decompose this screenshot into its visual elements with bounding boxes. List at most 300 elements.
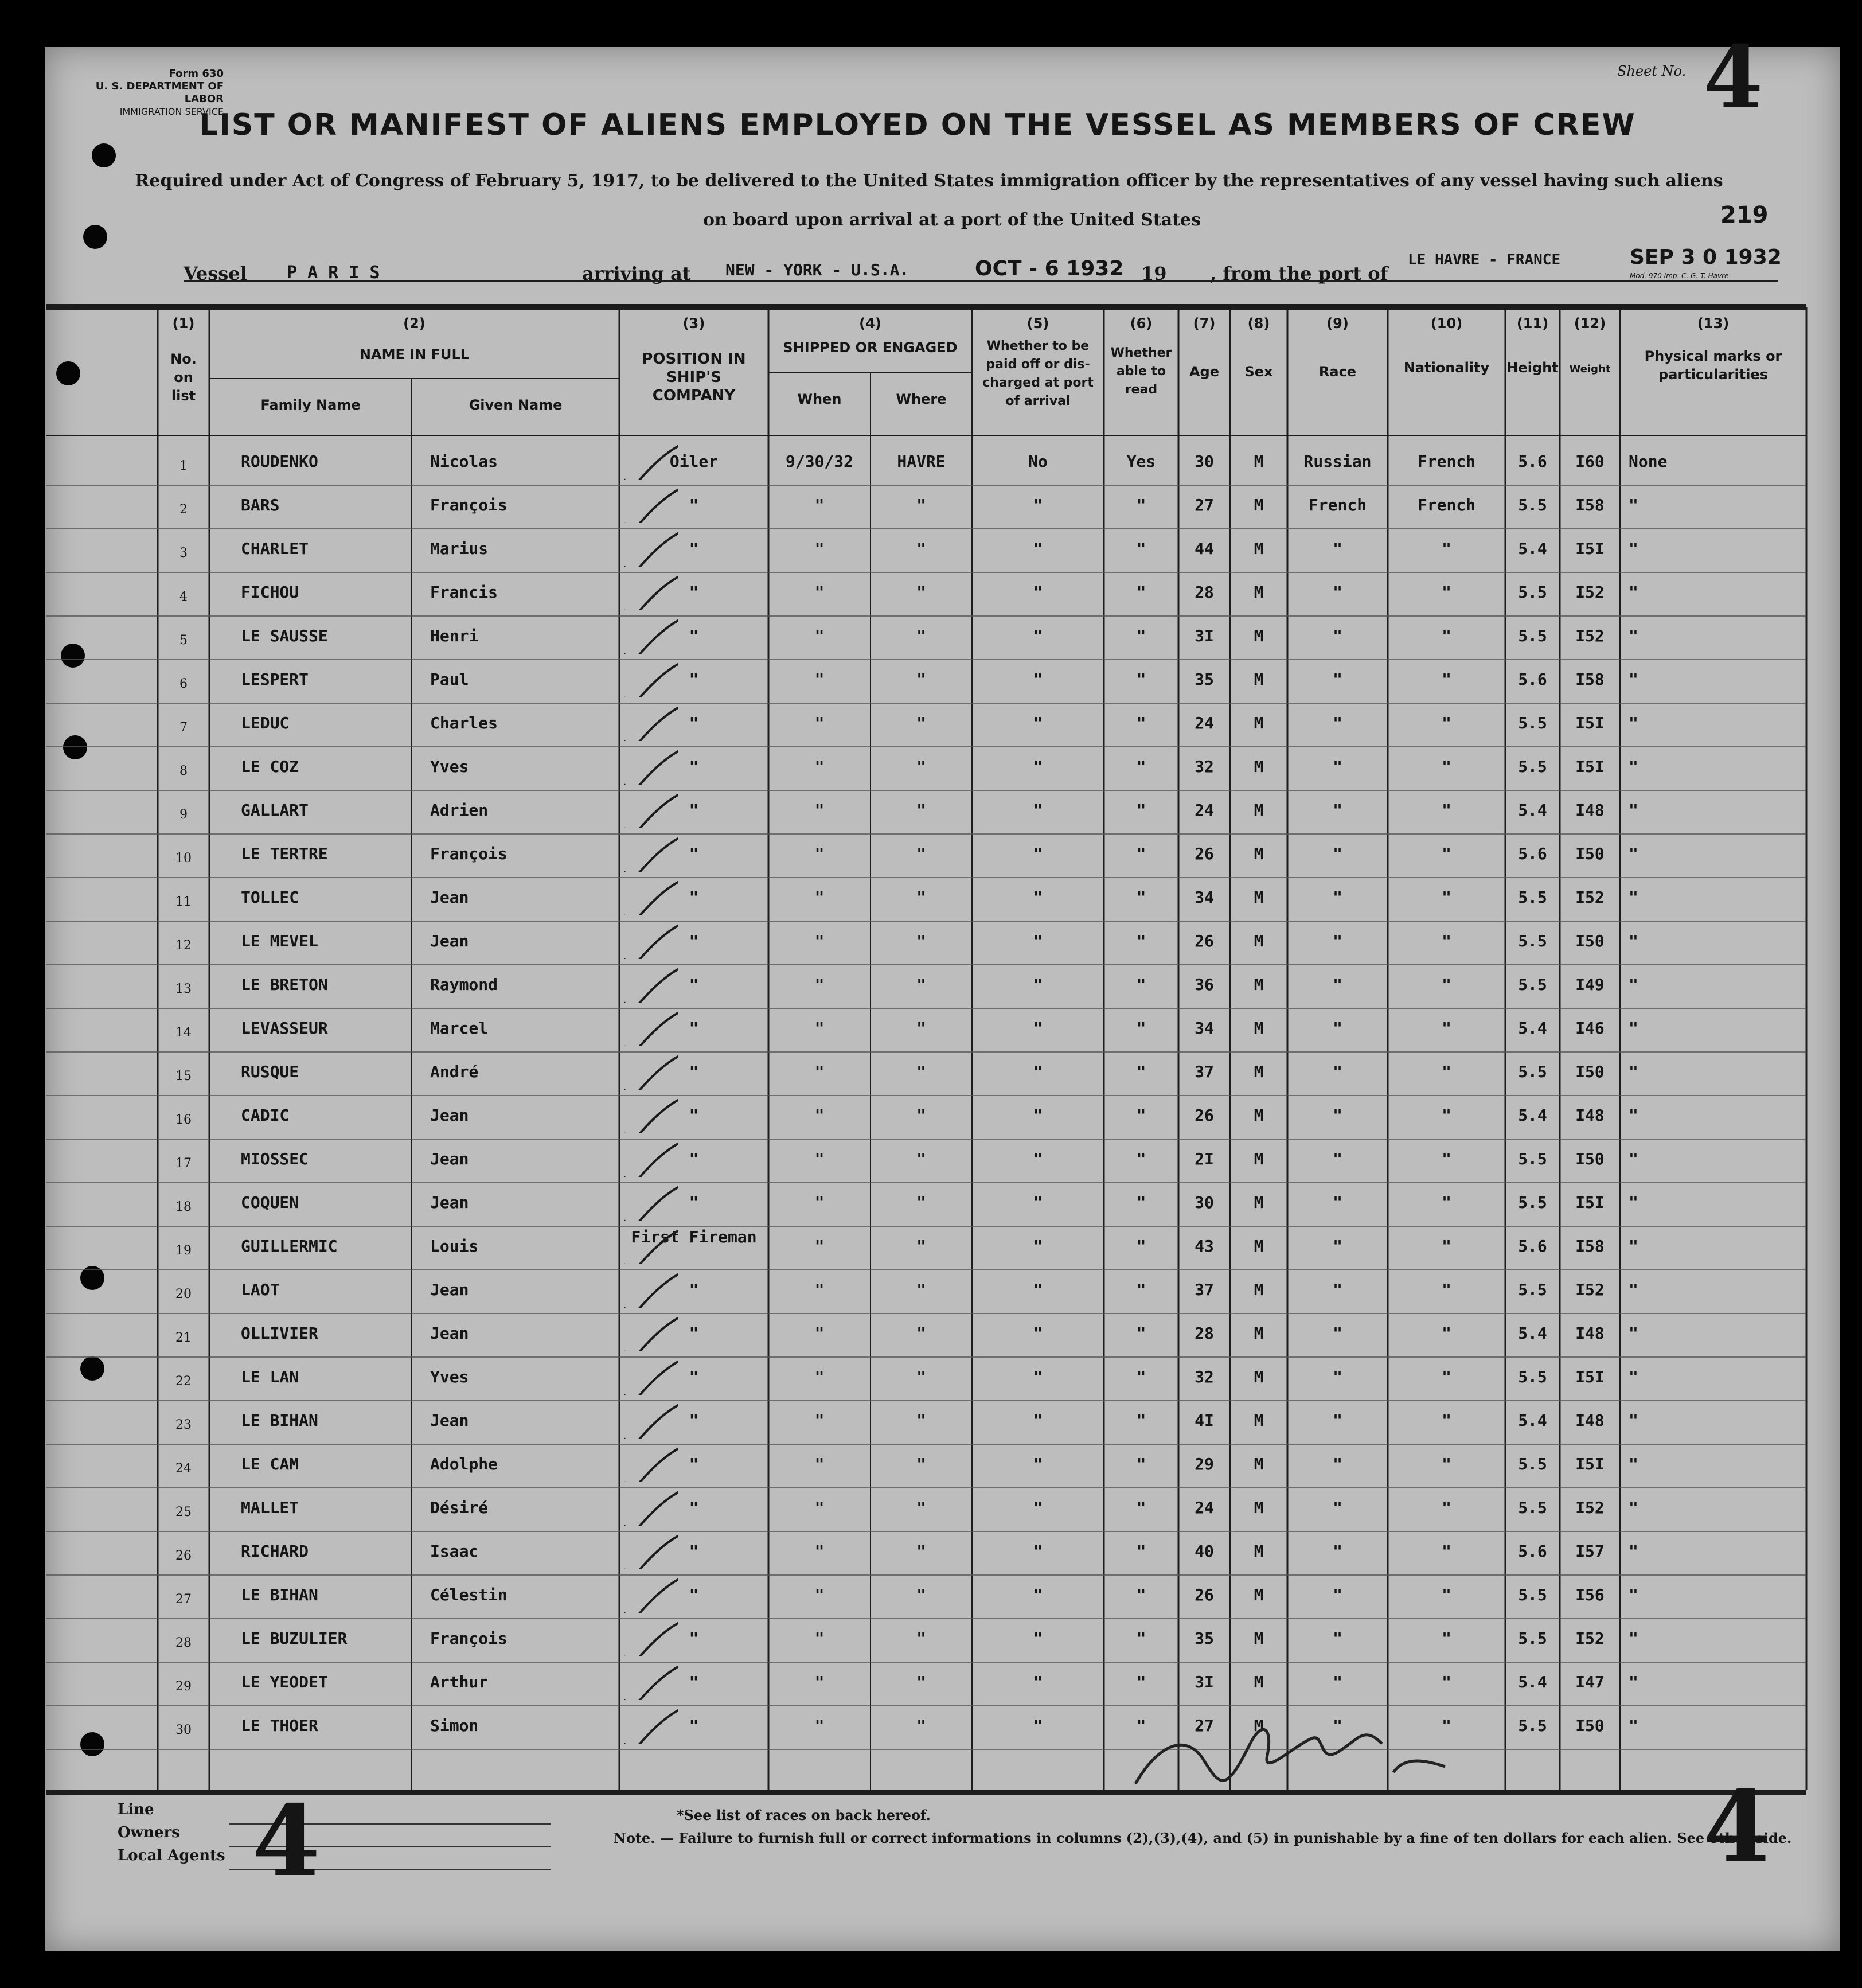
cell-weight: I5I bbox=[1575, 714, 1605, 732]
cell-marks: " bbox=[1629, 1542, 1638, 1561]
cell-sex: M bbox=[1254, 1149, 1264, 1168]
cell-position: " bbox=[689, 714, 699, 732]
cell-given: Célestin bbox=[430, 1585, 508, 1604]
cell-marks: " bbox=[1629, 1062, 1638, 1081]
cell-no: 11 bbox=[175, 895, 192, 909]
cell-when: " bbox=[814, 1149, 825, 1168]
cell-position: " bbox=[689, 1716, 699, 1735]
cell-read: " bbox=[1136, 1149, 1146, 1168]
cell-when: " bbox=[814, 1629, 825, 1648]
cell-when: " bbox=[814, 1498, 825, 1517]
col-2a-header: Family Name bbox=[260, 397, 361, 413]
cell-read: " bbox=[1136, 496, 1146, 514]
cell-race: " bbox=[1333, 975, 1342, 994]
cell-height: 5.5 bbox=[1518, 757, 1547, 776]
cell-no: 6 bbox=[179, 677, 188, 691]
check-mark-icon bbox=[620, 1180, 678, 1221]
col-4-number: (4) bbox=[859, 315, 881, 332]
cell-given: Yves bbox=[430, 757, 469, 776]
check-mark-icon bbox=[620, 1486, 678, 1526]
cell-no: 23 bbox=[175, 1418, 192, 1432]
cell-paid: " bbox=[1033, 714, 1043, 732]
check-mark-icon bbox=[620, 1442, 678, 1482]
cell-sex: M bbox=[1254, 844, 1264, 863]
cell-nat: " bbox=[1442, 888, 1451, 907]
penalty-note: Note. — Failure to furnish full or correct informations in columns (2),(3),(4), and (5) in punishable by a fine of ten dollars for each alien. See other side. bbox=[614, 1830, 1792, 1846]
cell-age: 2I bbox=[1195, 1149, 1214, 1168]
cell-sex: M bbox=[1254, 1019, 1264, 1038]
cell-marks: " bbox=[1629, 1411, 1638, 1430]
cell-given: Jean bbox=[430, 1106, 469, 1125]
cell-position: " bbox=[689, 496, 699, 514]
cell-where: " bbox=[916, 1280, 926, 1299]
cell-age: 35 bbox=[1195, 670, 1214, 689]
cell-height: 5.4 bbox=[1518, 1106, 1547, 1125]
check-mark-icon bbox=[620, 657, 678, 697]
cell-race: " bbox=[1333, 714, 1342, 732]
arriving-port: NEW - YORK - U.S.A. bbox=[725, 260, 909, 279]
cell-position: " bbox=[689, 1411, 699, 1430]
col-10-header: Nationality bbox=[1403, 360, 1490, 376]
cell-position: First Fireman bbox=[631, 1227, 757, 1246]
cell-position: " bbox=[689, 1062, 699, 1081]
cell-position: " bbox=[689, 1455, 699, 1474]
cell-race: " bbox=[1333, 539, 1342, 558]
cell-paid: " bbox=[1033, 1367, 1043, 1386]
cell-paid: " bbox=[1033, 1149, 1043, 1168]
cell-position: " bbox=[689, 670, 699, 689]
cell-marks: " bbox=[1629, 1149, 1638, 1168]
cell-race: " bbox=[1333, 931, 1342, 950]
cell-when: " bbox=[814, 1542, 825, 1561]
cell-nat: " bbox=[1442, 583, 1451, 602]
cell-paid: " bbox=[1033, 801, 1043, 820]
cell-where: " bbox=[916, 1411, 926, 1430]
cell-family: GALLART bbox=[241, 801, 309, 820]
cell-marks: " bbox=[1629, 1106, 1638, 1125]
cell-read: " bbox=[1136, 1585, 1146, 1604]
cell-where: " bbox=[916, 975, 926, 994]
cell-when: " bbox=[814, 1585, 825, 1604]
cell-family: LE BIHAN bbox=[241, 1585, 318, 1604]
cell-race: " bbox=[1333, 1585, 1342, 1604]
cell-where: " bbox=[916, 1237, 926, 1256]
cell-weight: I52 bbox=[1575, 583, 1605, 602]
cell-when: " bbox=[814, 801, 825, 820]
cell-read: " bbox=[1136, 1280, 1146, 1299]
cell-marks: " bbox=[1629, 1585, 1638, 1604]
cell-height: 5.6 bbox=[1518, 1237, 1547, 1256]
check-mark-icon bbox=[620, 483, 678, 523]
cell-position: " bbox=[689, 931, 699, 950]
cell-family: LE CAM bbox=[241, 1455, 299, 1474]
col-10-number: (10) bbox=[1430, 315, 1463, 332]
col-11-header: Height bbox=[1506, 360, 1559, 376]
cell-sex: M bbox=[1254, 714, 1264, 732]
local-agents-label: Local Agents bbox=[118, 1847, 225, 1864]
cell-position: " bbox=[689, 1106, 699, 1125]
col-1-number: (1) bbox=[172, 315, 195, 332]
cell-when: " bbox=[814, 757, 825, 776]
cell-read: " bbox=[1136, 1106, 1146, 1125]
cell-no: 3 bbox=[179, 546, 188, 560]
cell-family: LE THOER bbox=[241, 1716, 318, 1735]
cell-nat: " bbox=[1442, 931, 1451, 950]
cell-nat: " bbox=[1442, 1324, 1451, 1343]
cell-sex: M bbox=[1254, 1367, 1264, 1386]
col-12-header: Weight bbox=[1569, 363, 1611, 375]
cell-no: 24 bbox=[175, 1461, 192, 1476]
cell-no: 28 bbox=[175, 1636, 192, 1650]
col-9-header: Race bbox=[1318, 364, 1357, 380]
cell-where: " bbox=[916, 1585, 926, 1604]
cell-age: 24 bbox=[1195, 801, 1214, 820]
cell-when: " bbox=[814, 626, 825, 645]
cell-height: 5.5 bbox=[1518, 583, 1547, 602]
cell-nat: " bbox=[1442, 1542, 1451, 1561]
cell-position: " bbox=[689, 1193, 699, 1212]
cell-height: 5.5 bbox=[1518, 626, 1547, 645]
cell-marks: " bbox=[1629, 931, 1638, 950]
col-8-header: Sex bbox=[1244, 364, 1273, 380]
cell-paid: " bbox=[1033, 888, 1043, 907]
department: U. S. DEPARTMENT OF LABOR bbox=[95, 80, 224, 105]
cell-family: RUSQUE bbox=[241, 1062, 299, 1081]
cell-family: LE MEVEL bbox=[241, 931, 318, 950]
cell-where: " bbox=[916, 801, 926, 820]
cell-read: " bbox=[1136, 1716, 1146, 1735]
cell-when: " bbox=[814, 539, 825, 558]
cell-race: " bbox=[1333, 1716, 1342, 1735]
cell-weight: I57 bbox=[1575, 1542, 1605, 1561]
cell-height: 5.6 bbox=[1518, 844, 1547, 863]
cell-read: " bbox=[1136, 1542, 1146, 1561]
cell-nat: " bbox=[1442, 1237, 1451, 1256]
sheet-number: 4 bbox=[1703, 27, 1763, 128]
cell-paid: " bbox=[1033, 1455, 1043, 1474]
cell-given: Paul bbox=[430, 670, 469, 689]
cell-age: 35 bbox=[1195, 1629, 1214, 1648]
col-2-number: (2) bbox=[403, 315, 426, 332]
cell-when: " bbox=[814, 496, 825, 514]
cell-read: " bbox=[1136, 539, 1146, 558]
cell-paid: " bbox=[1033, 670, 1043, 689]
cell-where: " bbox=[916, 539, 926, 558]
cell-position: " bbox=[689, 1498, 699, 1517]
cell-paid: " bbox=[1033, 1237, 1043, 1256]
cell-where: " bbox=[916, 670, 926, 689]
owners-label: Owners bbox=[118, 1824, 180, 1841]
cell-age: 24 bbox=[1195, 714, 1214, 732]
cell-height: 5.5 bbox=[1518, 1280, 1547, 1299]
cell-marks: " bbox=[1629, 1455, 1638, 1474]
cell-weight: I50 bbox=[1575, 1149, 1605, 1168]
cell-race: " bbox=[1333, 1149, 1342, 1168]
cell-height: 5.5 bbox=[1518, 975, 1547, 994]
cell-no: 9 bbox=[179, 808, 188, 822]
cell-no: 26 bbox=[175, 1549, 192, 1563]
cell-family: MALLET bbox=[241, 1498, 299, 1517]
check-mark-icon bbox=[620, 1224, 678, 1264]
cell-given: Jean bbox=[430, 931, 469, 950]
cell-sex: M bbox=[1254, 931, 1264, 950]
cell-weight: I58 bbox=[1575, 1237, 1605, 1256]
cell-nat: " bbox=[1442, 1193, 1451, 1212]
col-5-header: Whether to be paid off or dis-charged at port of arrival bbox=[982, 339, 1094, 408]
cell-read: " bbox=[1136, 626, 1146, 645]
cell-paid: " bbox=[1033, 583, 1043, 602]
cell-family: LE BRETON bbox=[241, 975, 328, 994]
cell-where: " bbox=[916, 1367, 926, 1386]
cell-height: 5.5 bbox=[1518, 1716, 1547, 1735]
cell-sex: M bbox=[1254, 1455, 1264, 1474]
cell-height: 5.6 bbox=[1518, 1542, 1547, 1561]
cell-family: COQUEN bbox=[241, 1193, 299, 1212]
cell-no: 27 bbox=[175, 1592, 192, 1607]
cell-read: " bbox=[1136, 888, 1146, 907]
cell-where: HAVRE bbox=[897, 452, 946, 471]
check-mark-icon bbox=[620, 919, 678, 959]
cell-when: " bbox=[814, 975, 825, 994]
cell-sex: M bbox=[1254, 888, 1264, 907]
cell-read: " bbox=[1136, 1629, 1146, 1648]
cell-position: " bbox=[689, 1585, 699, 1604]
cell-age: 26 bbox=[1195, 931, 1214, 950]
cell-sex: M bbox=[1254, 626, 1264, 645]
col-13-header: Physical marks or particularities bbox=[1644, 348, 1782, 383]
cell-position: " bbox=[689, 539, 699, 558]
cell-family: OLLIVIER bbox=[241, 1324, 318, 1343]
cell-family: LAOT bbox=[241, 1280, 280, 1299]
cell-sex: M bbox=[1254, 1585, 1264, 1604]
cell-when: " bbox=[814, 1019, 825, 1038]
cell-position: " bbox=[689, 1542, 699, 1561]
cell-family: LE COZ bbox=[241, 757, 299, 776]
cell-weight: I5I bbox=[1575, 757, 1605, 776]
cell-family: CADIC bbox=[241, 1106, 290, 1125]
check-mark-icon bbox=[620, 527, 678, 567]
col-6-number: (6) bbox=[1130, 315, 1153, 332]
cell-weight: I60 bbox=[1575, 452, 1605, 471]
cell-age: 37 bbox=[1195, 1062, 1214, 1081]
cell-where: " bbox=[916, 757, 926, 776]
cell-nat: " bbox=[1442, 1280, 1451, 1299]
cell-position: " bbox=[689, 1367, 699, 1386]
cell-nat: " bbox=[1442, 1149, 1451, 1168]
cell-marks: " bbox=[1629, 1019, 1638, 1038]
cell-read: " bbox=[1136, 714, 1146, 732]
cell-height: 5.5 bbox=[1518, 931, 1547, 950]
col-5-number: (5) bbox=[1026, 315, 1049, 332]
cell-given: Nicolas bbox=[430, 452, 498, 471]
cell-age: 30 bbox=[1195, 1193, 1214, 1212]
cell-where: " bbox=[916, 1629, 926, 1648]
cell-paid: " bbox=[1033, 844, 1043, 863]
cell-family: FICHOU bbox=[241, 583, 299, 602]
cell-where: " bbox=[916, 1673, 926, 1691]
cell-no: 20 bbox=[175, 1287, 192, 1301]
cell-race: " bbox=[1333, 1324, 1342, 1343]
cell-given: Jean bbox=[430, 1280, 469, 1299]
cell-where: " bbox=[916, 583, 926, 602]
cell-marks: " bbox=[1629, 888, 1638, 907]
cell-marks: " bbox=[1629, 1716, 1638, 1735]
check-mark-icon bbox=[620, 875, 678, 915]
check-mark-icon bbox=[620, 614, 678, 654]
cell-read: " bbox=[1136, 1673, 1146, 1691]
cell-sex: M bbox=[1254, 975, 1264, 994]
cell-when: " bbox=[814, 931, 825, 950]
cell-paid: " bbox=[1033, 757, 1043, 776]
cell-nat: " bbox=[1442, 1585, 1451, 1604]
cell-family: MIOSSEC bbox=[241, 1149, 309, 1168]
cell-marks: " bbox=[1629, 583, 1638, 602]
cell-where: " bbox=[916, 1716, 926, 1735]
cell-height: 5.4 bbox=[1518, 1411, 1547, 1430]
check-mark-icon bbox=[620, 1311, 678, 1351]
cell-sex: M bbox=[1254, 1237, 1264, 1256]
cell-when: " bbox=[814, 1106, 825, 1125]
cell-when: " bbox=[814, 1280, 825, 1299]
cell-position: " bbox=[689, 844, 699, 863]
cell-given: Francis bbox=[430, 583, 498, 602]
cell-position: " bbox=[689, 888, 699, 907]
cell-race: " bbox=[1333, 670, 1342, 689]
col-4-header: SHIPPED OR ENGAGED bbox=[783, 340, 958, 356]
date-stamp: SEP 3 0 1932 bbox=[1630, 245, 1782, 269]
cell-sex: M bbox=[1254, 496, 1264, 514]
cell-when: " bbox=[814, 1411, 825, 1430]
cell-height: 5.6 bbox=[1518, 452, 1547, 471]
cell-race: " bbox=[1333, 1062, 1342, 1081]
cell-given: Jean bbox=[430, 1149, 469, 1168]
cell-when: " bbox=[814, 714, 825, 732]
col-4b-header: Where bbox=[896, 391, 947, 407]
cell-marks: " bbox=[1629, 1673, 1638, 1691]
cell-race: " bbox=[1333, 1237, 1342, 1256]
from-port: LE HAVRE - FRANCE bbox=[1408, 251, 1561, 268]
cell-marks: " bbox=[1629, 844, 1638, 863]
cell-age: 26 bbox=[1195, 844, 1214, 863]
cell-age: 3I bbox=[1195, 1673, 1214, 1691]
cell-given: François bbox=[430, 496, 508, 514]
cell-when: " bbox=[814, 1062, 825, 1081]
cell-family: LEDUC bbox=[241, 714, 290, 732]
check-mark-icon bbox=[620, 1137, 678, 1177]
cell-height: 5.5 bbox=[1518, 496, 1547, 514]
cell-paid: " bbox=[1033, 539, 1043, 558]
cell-given: Louis bbox=[430, 1237, 479, 1256]
cell-given: Yves bbox=[430, 1367, 469, 1386]
manifest-title: LIST OR MANIFEST OF ALIENS EMPLOYED ON THE VESSEL AS MEMBERS OF CREW bbox=[199, 108, 1636, 142]
page-stamp: 219 bbox=[1720, 202, 1769, 228]
cell-paid: " bbox=[1033, 1324, 1043, 1343]
cell-age: 28 bbox=[1195, 1324, 1214, 1343]
inspector-signature bbox=[1124, 1709, 1468, 1801]
cell-when: " bbox=[814, 888, 825, 907]
cell-height: 5.6 bbox=[1518, 670, 1547, 689]
cell-weight: I48 bbox=[1575, 1411, 1605, 1430]
cell-paid: " bbox=[1033, 1106, 1043, 1125]
cell-paid: " bbox=[1033, 1673, 1043, 1691]
cell-when: 9/30/32 bbox=[785, 452, 853, 471]
cell-nat: " bbox=[1442, 626, 1451, 645]
cell-race: " bbox=[1333, 1542, 1342, 1561]
cell-no: 19 bbox=[175, 1244, 192, 1258]
cell-paid: " bbox=[1033, 496, 1043, 514]
cell-read: " bbox=[1136, 1062, 1146, 1081]
check-mark-icon bbox=[620, 1050, 678, 1090]
cell-read: " bbox=[1136, 1324, 1146, 1343]
cell-when: " bbox=[814, 1716, 825, 1735]
cell-marks: " bbox=[1629, 539, 1638, 558]
mod-note: Mod. 970 Imp. C. G. T. Havre bbox=[1630, 272, 1729, 280]
cell-given: Adolphe bbox=[430, 1455, 498, 1474]
cell-age: 3I bbox=[1195, 626, 1214, 645]
cell-position: " bbox=[689, 801, 699, 820]
cell-weight: I5I bbox=[1575, 539, 1605, 558]
cell-given: Jean bbox=[430, 1193, 469, 1212]
cell-where: " bbox=[916, 714, 926, 732]
col-13-number: (13) bbox=[1697, 315, 1730, 332]
cell-weight: I52 bbox=[1575, 1629, 1605, 1648]
check-mark-icon bbox=[620, 832, 678, 872]
cell-given: François bbox=[430, 844, 508, 863]
cell-paid: No bbox=[1028, 452, 1048, 471]
cell-when: " bbox=[814, 1324, 825, 1343]
cell-marks: " bbox=[1629, 1498, 1638, 1517]
cell-weight: I5I bbox=[1575, 1193, 1605, 1212]
check-mark-icon bbox=[620, 1616, 678, 1656]
cell-position: " bbox=[689, 583, 699, 602]
cell-nat: " bbox=[1442, 670, 1451, 689]
cell-when: " bbox=[814, 1367, 825, 1386]
cell-position: " bbox=[689, 1149, 699, 1168]
cell-family: GUILLERMIC bbox=[241, 1237, 338, 1256]
cell-read: " bbox=[1136, 670, 1146, 689]
cell-race: " bbox=[1333, 1193, 1342, 1212]
cell-paid: " bbox=[1033, 1193, 1043, 1212]
col-2b-header: Given Name bbox=[469, 397, 563, 413]
cell-no: 1 bbox=[179, 459, 188, 473]
cell-race: " bbox=[1333, 1106, 1342, 1125]
cell-age: 43 bbox=[1195, 1237, 1214, 1256]
cell-race: " bbox=[1333, 626, 1342, 645]
cell-no: 4 bbox=[179, 590, 188, 604]
cell-age: 32 bbox=[1195, 1367, 1214, 1386]
cell-height: 5.5 bbox=[1518, 714, 1547, 732]
cell-sex: M bbox=[1254, 1411, 1264, 1430]
cell-nat: French bbox=[1417, 452, 1476, 471]
cell-height: 5.5 bbox=[1518, 1367, 1547, 1386]
col-6-header: Whether able to read bbox=[1110, 346, 1172, 397]
cell-weight: I49 bbox=[1575, 975, 1605, 994]
cell-weight: I52 bbox=[1575, 1498, 1605, 1517]
cell-sex: M bbox=[1254, 1106, 1264, 1125]
cell-read: " bbox=[1136, 844, 1146, 863]
cell-sex: M bbox=[1254, 1542, 1264, 1561]
cell-weight: I52 bbox=[1575, 1280, 1605, 1299]
cell-nat: " bbox=[1442, 1106, 1451, 1125]
cell-marks: " bbox=[1629, 626, 1638, 645]
check-mark-icon bbox=[620, 788, 678, 828]
col-3-number: (3) bbox=[682, 315, 705, 332]
cell-race: " bbox=[1333, 1629, 1342, 1648]
cell-given: Simon bbox=[430, 1716, 479, 1735]
cell-family: LE SAUSSE bbox=[241, 626, 328, 645]
cell-paid: " bbox=[1033, 1716, 1043, 1735]
cell-marks: " bbox=[1629, 670, 1638, 689]
